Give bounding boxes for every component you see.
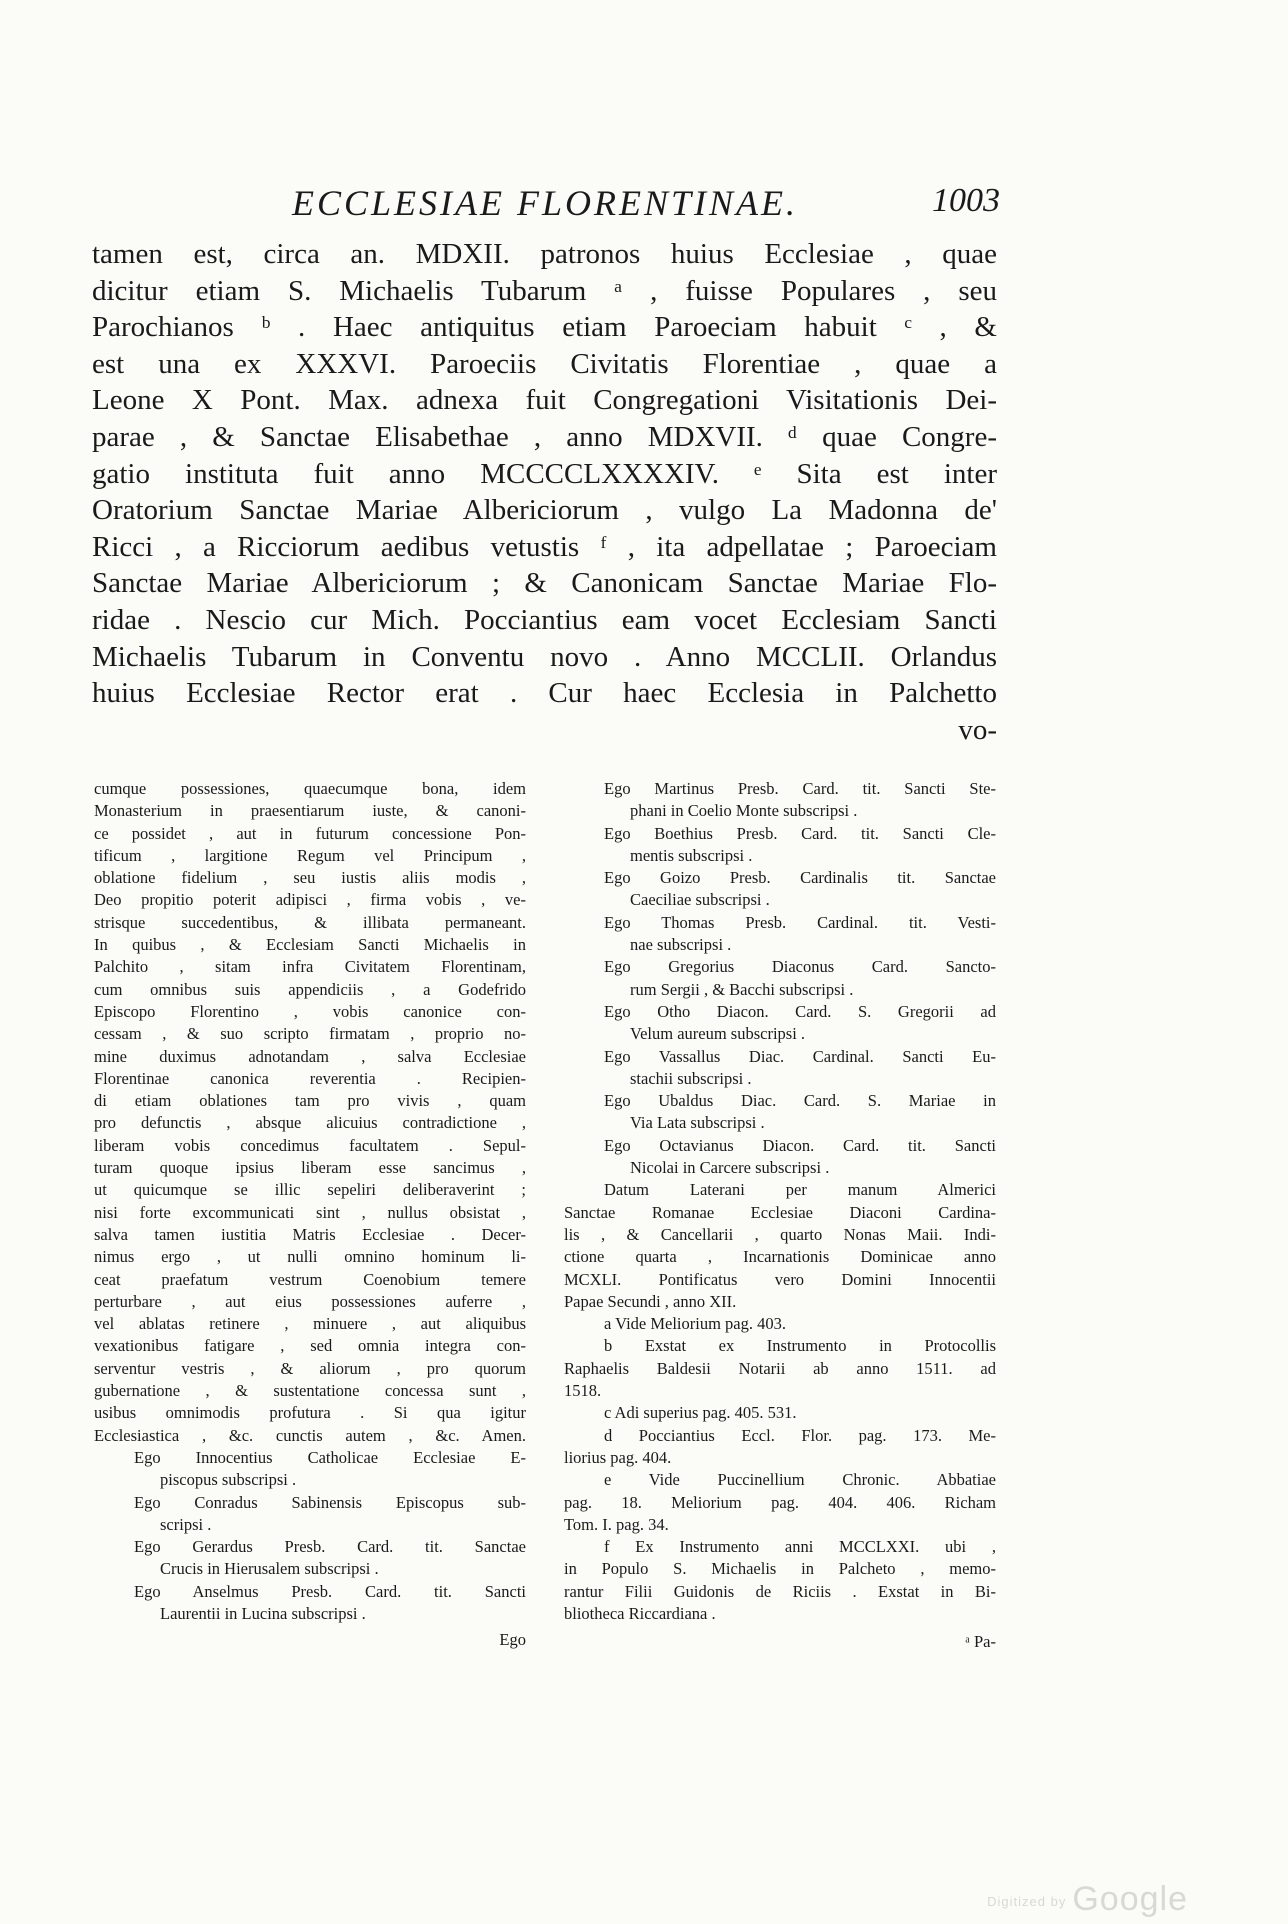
running-head — [280, 182, 1000, 226]
left-column-line: Ego Gerardus Presb. Card. tit. Sanctae — [134, 1537, 526, 1557]
left-column — [94, 778, 526, 1652]
left-column-line: Palchito , sitam infra Civitatem Florentinam, — [94, 957, 526, 977]
left-column-line: cum omnibus suis appendiciis , a Godefrido — [94, 979, 526, 999]
footnote-line: f Ex Instrumento anni MCCLXXI. ubi , — [604, 1537, 996, 1557]
right-column-line: rum Sergii , & Bacchi subscripsi . — [630, 979, 854, 999]
right-column-line: lis , & Cancellarii , quarto Nonas Maii. Indi- — [564, 1224, 996, 1244]
left-column-line: Florentinae canonica reverentia . Recipien- — [94, 1068, 526, 1088]
main-text-line: Oratorium Sanctae Mariae Albericiorum , vulgo La Madonna de' — [92, 494, 997, 527]
left-column-line: liberam vobis concedimus facultatem . Sepul- — [94, 1135, 526, 1155]
right-column-line: Ego Goizo Presb. Cardinalis tit. Sanctae — [604, 868, 996, 888]
right-column-line: stachii subscripsi . — [630, 1068, 752, 1088]
running-title: ECCLESIAE FLORENTINAE. — [292, 183, 798, 223]
left-column-line: di etiam oblationes tam pro vivis , quam — [94, 1091, 526, 1111]
left-column-line: vel ablatas retinere , minuere , aut aliquibus — [94, 1314, 526, 1334]
right-column-line: Sanctae Romanae Ecclesiae Diaconi Cardina- — [564, 1202, 996, 1222]
left-column-line: salva tamen iustitia Matris Ecclesiae . Decer- — [94, 1224, 526, 1244]
left-column-line: Deo propitio poterit adipisci , firma vobis , ve- — [94, 890, 526, 910]
google-watermark — [987, 1880, 1188, 1919]
right-column-line: Via Lata subscripsi . — [630, 1113, 765, 1133]
footnote-line: rantur Filii Guidonis de Riciis . Exstat in Bi- — [564, 1581, 996, 1601]
left-column-line: usibus omnimodis profutura . Si qua igitur — [94, 1403, 526, 1423]
main-text-line: ridae . Nescio cur Mich. Pocciantius eam vocet Ecclesiam Sancti — [92, 603, 997, 636]
right-column-line: Ego Gregorius Diaconus Card. Sancto- — [604, 957, 996, 977]
left-column-line: serventur vestris , & aliorum , pro quorum — [94, 1358, 526, 1378]
main-text — [92, 236, 997, 748]
right-column-line: Ego Ubaldus Diac. Card. S. Mariae in — [604, 1091, 996, 1111]
left-column-line: Laurentii in Lucina subscripsi . — [160, 1603, 366, 1623]
footnote-line: c Adi superius pag. 405. 531. — [604, 1403, 797, 1423]
left-column-line: nisi forte excommunicati sint , nullus obsistat , — [94, 1202, 526, 1222]
left-column-line: tificum , largitione Regum vel Principum , — [94, 845, 526, 865]
watermark-prefix: Digitized by — [987, 1893, 1067, 1909]
main-text-line: Leone X Pont. Max. adnexa fuit Congregationi Visitationis Dei- — [92, 384, 997, 417]
footnote-line: Tom. I. pag. 34. — [564, 1514, 669, 1534]
right-column-line: Ego Thomas Presb. Cardinal. tit. Vesti- — [604, 912, 996, 932]
right-column-line: Nicolai in Carcere subscripsi . — [630, 1158, 830, 1178]
left-column-line: vexationibus fatigare , sed omnia integra con- — [94, 1336, 526, 1356]
footnote-line: bliotheca Riccardiana . — [564, 1603, 716, 1623]
right-column — [564, 778, 996, 1654]
left-column-line: turam quoque ipsius liberam esse sancimus , — [94, 1158, 526, 1178]
right-column-line: Caeciliae subscripsi . — [630, 890, 770, 910]
right-column-line: Ego Otho Diacon. Card. S. Gregorii ad — [604, 1001, 996, 1021]
left-column-line: Ecclesiastica , &c. cunctis autem , &c. Amen. — [94, 1425, 526, 1445]
left-column-line: ut quicumque se illic sepeliri deliberaverint ; — [94, 1180, 526, 1200]
right-column-line: mentis subscripsi . — [630, 845, 753, 865]
left-column-line: pro defunctis , absque alicuius contradictione , — [94, 1113, 526, 1133]
main-text-line: est una ex XXXVI. Paroeciis Civitatis Florentiae , quae a — [92, 347, 997, 380]
footnote-line: d Pocciantius Eccl. Flor. pag. 173. Me- — [604, 1425, 996, 1445]
main-text-line: dicitur etiam S. Michaelis Tubarum ᵃ , fuisse Populares , seu — [92, 274, 997, 307]
right-column-line: ctione quarta , Incarnationis Dominicae anno — [564, 1247, 996, 1267]
main-text-line: Parochianos ᵇ . Haec antiquitus etiam Paroeciam habuit ᶜ , & — [92, 311, 997, 344]
right-column-line: Ego Octavianus Diacon. Card. tit. Sancti — [604, 1135, 996, 1155]
page-number: 1003 — [932, 182, 1000, 219]
left-column-line: Episcopo Florentino , vobis canonice con- — [94, 1001, 526, 1021]
left-column-line: nimus ergo , ut nulli omnino hominum li- — [94, 1247, 526, 1267]
right-column-line: Ego Martinus Presb. Card. tit. Sancti Ste- — [604, 779, 996, 798]
footnote-line: b Exstat ex Instrumento in Protocollis — [604, 1336, 996, 1356]
main-text-line: huius Ecclesiae Rector erat . Cur haec Ecclesia in Palchetto — [92, 677, 997, 710]
footnote-line: Raphaelis Baldesii Notarii ab anno 1511. ad — [564, 1358, 996, 1378]
footnote-line: e Vide Puccinellium Chronic. Abbatiae — [604, 1470, 996, 1490]
watermark-brand: Google — [1072, 1880, 1188, 1918]
right-column-line: Ego Vassallus Diac. Cardinal. Sancti Eu- — [604, 1046, 996, 1066]
left-column-line: piscopus subscripsi . — [160, 1470, 297, 1490]
left-column-line: gubernatione , & sustentatione concessa sunt , — [94, 1381, 526, 1401]
main-catchword: vo- — [958, 713, 997, 746]
left-column-line: cumque possessiones, quaecumque bona, idem — [94, 779, 526, 798]
right-column-line: Ego Boethius Presb. Card. tit. Sancti Cle- — [604, 823, 996, 843]
left-column-line: cessam , & suo scripto firmatam , proprio no- — [94, 1024, 526, 1044]
footnote-line: in Populo S. Michaelis in Palcheto , memo- — [564, 1559, 996, 1579]
footnote-line: pag. 18. Meliorium pag. 404. 406. Richam — [564, 1492, 996, 1512]
right-catchword: ᵃ Pa- — [965, 1632, 996, 1652]
left-column-line: perturbare , aut eius possessiones auferre , — [94, 1291, 526, 1311]
left-column-line: ce possidet , aut in futurum concessione Pon- — [94, 823, 526, 843]
left-column-line: ceat praefatum vestrum Coenobium temere — [94, 1269, 526, 1289]
left-column-line: oblatione fidelium , seu iustis aliis modis , — [94, 868, 526, 888]
footnote-line: liorius pag. 404. — [564, 1447, 672, 1467]
right-column-line: nae subscripsi . — [630, 935, 732, 955]
left-column-line: Ego Anselmus Presb. Card. tit. Sancti — [134, 1581, 526, 1601]
footnote-line: 1518. — [564, 1381, 602, 1401]
footnote-line: a Vide Meliorium pag. 403. — [604, 1314, 787, 1334]
right-column-line: Datum Laterani per manum Almerici — [604, 1180, 996, 1200]
main-text-line: Ricci , a Ricciorum aedibus vetustis ᶠ , ita adpellatae ; Paroeciam — [92, 530, 997, 563]
main-text-line: parae , & Sanctae Elisabethae , anno MDXVII. ᵈ quae Congre- — [92, 420, 997, 453]
left-column-line: Crucis in Hierusalem subscripsi . — [160, 1559, 379, 1579]
left-column-line: In quibus , & Ecclesiam Sancti Michaelis in — [94, 935, 526, 955]
left-column-line: Monasterium in praesentiarum iuste, & canoni- — [94, 801, 526, 821]
left-column-line: scripsi . — [160, 1514, 212, 1534]
main-text-line: Sanctae Mariae Albericiorum ; & Canonicam Sanctae Mariae Flo- — [92, 567, 997, 600]
right-column-line: Velum aureum subscripsi . — [630, 1024, 806, 1044]
main-text-line: gatio instituta fuit anno MCCCCLXXXXIV. ᵉ Sita est inter — [92, 457, 997, 490]
left-column-line: Ego Conradus Sabinensis Episcopus sub- — [134, 1492, 526, 1512]
left-catchword: Ego — [499, 1630, 526, 1650]
right-column-line: MCXLI. Pontificatus vero Domini Innocentii — [564, 1269, 996, 1289]
left-column-line: Ego Innocentius Catholicae Ecclesiae E- — [134, 1447, 526, 1467]
right-column-line: phani in Coelio Monte subscripsi . — [630, 801, 858, 821]
left-column-line: mine duximus adnotandam , salva Ecclesiae — [94, 1046, 526, 1066]
right-column-line: Papae Secundi , anno XII. — [564, 1291, 737, 1311]
left-column-line: strisque succedentibus, & illibata permaneant. — [94, 912, 526, 932]
main-text-line: tamen est, circa an. MDXII. patronos huius Ecclesiae , quae — [92, 238, 997, 270]
main-text-line: Michaelis Tubarum in Conventu novo . Anno MCCLII. Orlandus — [92, 640, 997, 673]
